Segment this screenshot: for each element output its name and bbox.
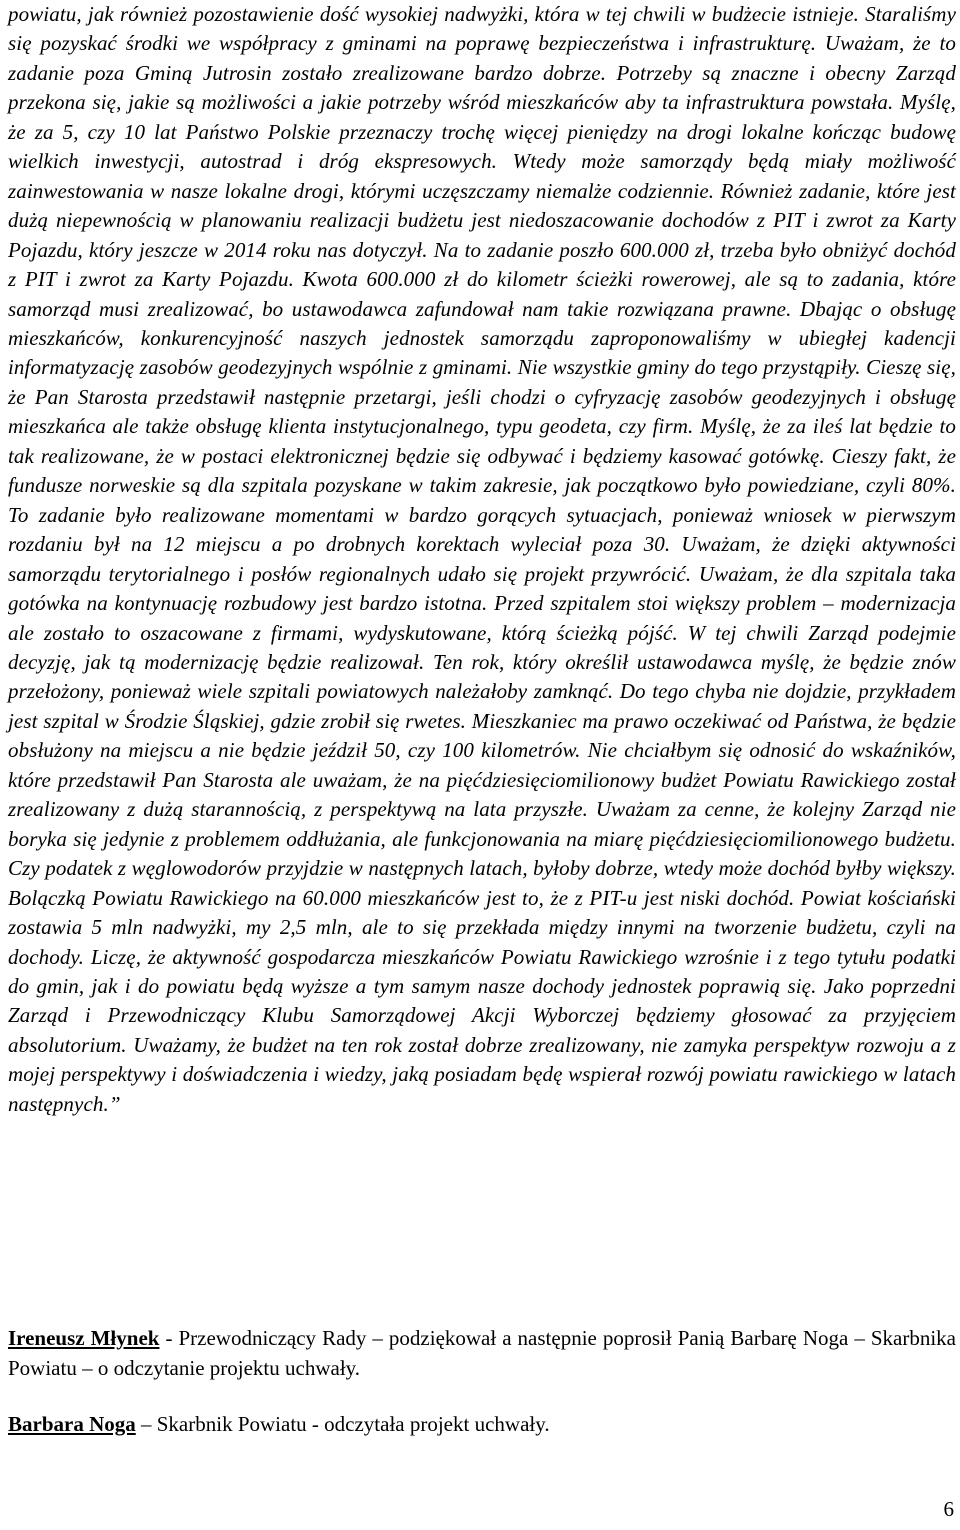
speaker-statement: - Przewodniczący Rady – podziękował a następnie poprosił Panią Barbarę Noga – Skarbnika Powiatu – o odczytanie projektu uchwały. [8,1326,956,1380]
speaker-name: Barbara Noga [8,1412,136,1436]
document-page [8,0,956,1436]
main-paragraph: powiatu, jak również pozostawienie dość wysokiej nadwyżki, która w tej chwili w budżecie istnieje. Staraliśmy się pozyskać środki we współpracy z gminami na poprawę bezpieczeństwa i infrastrukturę. Uważam, że to zadanie poza Gminą Jutrosin zostało zrealizowane bardzo dobrze. Potrzeby są znaczne i obecny Zarząd przekona się, jakie są możliwości a jakie potrzeby wśród mieszkańców aby ta infrastruktura powstała. Myślę, że za 5, czy 10 lat Państwo Polskie przeznaczy trochę więcej pieniędzy na drogi lokalne kończąc budowę wielkich inwestycji, autostrad i dróg ekspresowych. Wtedy może samorządy będą miały możliwość zainwestowania w nasze lokalne drogi, którymi uczęszczamy niemalże codziennie. Również zadanie, które jest dużą niepewnością w planowaniu realizacji budżetu jest niedoszacowanie dochodów z PIT i zwrot za Karty Pojazdu, który jeszcze w 2014 roku nas dotyczył. Na to zadanie poszło 600.000 zł, trzeba było obniżyć dochód z PIT i zwrot za Karty Pojazdu. Kwota 600.000 zł do kilometr ścieżki rowerowej, ale są to zadania, które samorząd musi zrealizować, bo ustawodawca zafundował nam takie rozwiązana prawne. Dbając o obsługę mieszkańców, konkurencyjność naszych jednostek samorządu zaproponowaliśmy w ubiegłej kadencji informatyzację zasobów geodezyjnych wspólnie z gminami. Nie wszystkie gminy do tego przystąpiły. Cieszę się, że Pan Starosta przedstawił następnie przetargi, jeśli chodzi o cyfryzację zasobów geodezyjnych i obsługę mieszkańca ale także obsługę klienta instytucjonalnego, typu geodeta, czy firm. Myślę, że za ileś lat będzie to tak realizowane, że w postaci elektronicznej będzie się odbywać i będziemy kasować gotówkę. Cieszy fakt, że fundusze norweskie są dla szpitala pozyskane w takim zakresie, jak początkowo było powiedziane, czyli 80%. To zadanie było realizowane momentami w bardzo gorących sytuacjach, ponieważ wniosek w pierwszym rozdaniu był na 12 miejscu a po drobnych korektach wyleciał poza 30. Uważam, że dzięki aktywności samorządu terytorialnego i posłów regionalnych udało się projekt przywrócić. Uważam, że dla szpitala taka gotówka na kontynuację rozbudowy jest bardzo istotna. Przed szpitalem stoi większy problem – modernizacja ale zostało to oszacowane z firmami, wydyskutowane, którą ścieżką pójść. W tej chwili Zarząd podejmie decyzję, jak tą modernizację będzie realizował. Ten rok, który określił ustawodawca myślę, że będzie znów przełożony, ponieważ wiele szpitali powiatowych należałoby zamknąć. Do tego chyba nie dojdzie, przykładem jest szpital w Środzie Śląskiej, gdzie zrobił się rwetes. Mieszkaniec ma prawo oczekiwać od Państwa, że będzie obsłużony na miejscu a nie będzie jeździł 50, czy 100 kilometrów. Nie chciałbym się odnosić do wskaźników, które przedstawił Pan Starosta ale uważam, że na pięćdziesięciomilionowy budżet Powiatu Rawickiego został zrealizowany z dużą starannością, z perspektywą na lata przyszłe. Uważam za cenne, że kolejny Zarząd nie boryka się jedynie z problemem oddłużania, ale funkcjonowania na miarę pięćdziesięciomilionowego budżetu. Czy podatek z węglowodorów przyjdzie w następnych latach, byłoby dobrze, wtedy może dochód byłby większy. Bolączką Powiatu Rawickiego na 60.000 mieszkańców jest to, że z PIT-u jest niski dochód. Powiat kościański zostawia 5 mln nadwyżki, my 2,5 mln, ale to się przekłada między innymi na tworzenie budżetu, czyli na dochody. Liczę, że aktywność gospodarcza mieszkańców Powiatu Rawickiego wzrośnie i z tego tytułu podatki do gmin, jak i do powiatu będą wyższe a tym samym nasze dochody jednostek poprawią się. Jako poprzedni Zarząd i Przewodniczący Klubu Samorządowej Akcji Wyborczej będziemy głosować za przyjęciem absolutorium. Uważamy, że budżet na ten rok został dobrze zrealizowany, nie zamyka perspektyw rozwoju a z mojej perspektywy i doświadczenia i wiedzy, jaką posiadam będę wspierał rozwój powiatu rawickiego w latach następnych.” [8,2,956,1116]
speaker-entry-mlynek [8,1324,956,1383]
speaker-name: Ireneusz Młynek [8,1326,160,1350]
speaker-statement: – Skarbnik Powiatu - odczytała projekt uchwały. [135,1412,550,1436]
page-number: 6 [943,1497,954,1521]
speaker-entry-noga [8,1410,956,1440]
